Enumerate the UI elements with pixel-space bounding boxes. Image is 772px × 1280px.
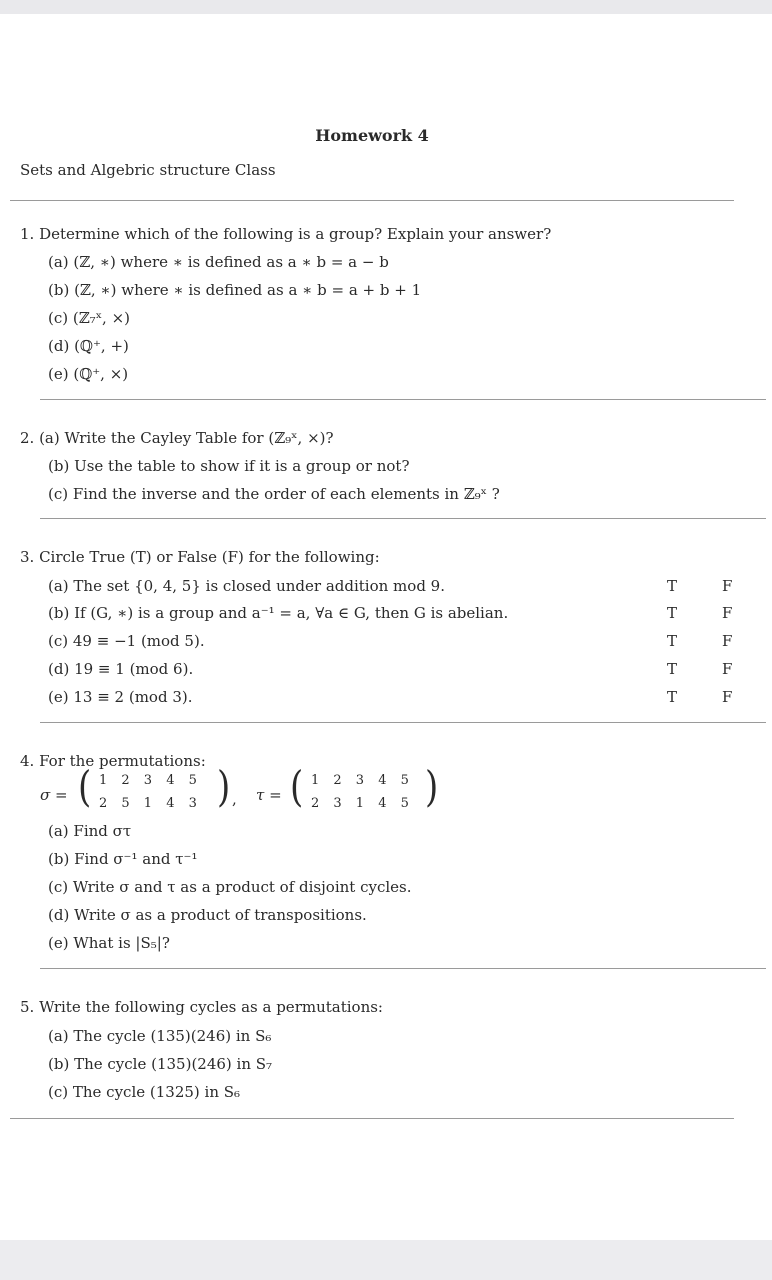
q4-a: (a) Find στ (48, 822, 132, 840)
divider (10, 1118, 734, 1119)
top-bar (0, 0, 772, 14)
false-option-e[interactable]: F (722, 688, 733, 706)
q4-b: (b) Find σ⁻¹ and τ⁻¹ (48, 850, 198, 868)
q4-e: (e) What is |S₅|? (48, 934, 170, 952)
q1-stem: 1. Determine which of the following is a group? Explain your answer? (20, 225, 552, 243)
divider (10, 200, 734, 201)
false-option-d[interactable]: F (722, 660, 733, 678)
divider (40, 399, 766, 400)
course-name: Sets and Algebric structure Class (20, 161, 276, 179)
q1-e: (e) (ℚ⁺, ×) (48, 365, 129, 383)
divider (40, 968, 766, 969)
q3-item-d: (d) 19 ≡ 1 (mod 6). (48, 660, 194, 678)
q3-item-c: (c) 49 ≡ −1 (mod 5). (48, 632, 205, 650)
q5-c: (c) The cycle (1325) in S₆ (48, 1083, 241, 1101)
q3-stem: 3. Circle True (T) or False (F) for the following: (20, 548, 380, 566)
q3-item-a: (a) The set {0, 4, 5} is closed under addition mod 9. (48, 577, 445, 595)
divider (40, 518, 766, 519)
q1-d: (d) (ℚ⁺, +) (48, 337, 129, 355)
tau-right-paren: ) (425, 762, 439, 812)
tau-left-paren: ( (290, 762, 304, 812)
q2-c: (c) Find the inverse and the order of each elements in ℤ₉ˣ ? (48, 485, 500, 503)
bottom-bar (0, 1240, 772, 1280)
tau-label: τ = (256, 786, 282, 804)
comma: , (232, 790, 237, 808)
divider (40, 722, 766, 723)
false-option-c[interactable]: F (722, 632, 733, 650)
true-option-e[interactable]: T (667, 688, 678, 706)
q4-d: (d) Write σ as a product of transpositions. (48, 906, 367, 924)
q4-stem: 4. For the permutations: (20, 752, 206, 770)
sigma-left-paren: ( (78, 762, 92, 812)
true-option-c[interactable]: T (667, 632, 678, 650)
q5-a: (a) The cycle (135)(246) in S₆ (48, 1027, 272, 1045)
tau-top-row: 1 2 3 4 5 (311, 773, 414, 788)
true-option-b[interactable]: T (667, 604, 678, 622)
q5-stem: 5. Write the following cycles as a permutations: (20, 998, 383, 1016)
q3-item-b: (b) If (G, ∗) is a group and a⁻¹ = a, ∀a ∈ G, then G is abelian. (48, 604, 509, 622)
true-option-a[interactable]: T (667, 577, 678, 595)
sigma-right-paren: ) (217, 762, 231, 812)
q2-stem: 2. (a) Write the Cayley Table for (ℤ₉ˣ, ×)? (20, 429, 334, 447)
false-option-b[interactable]: F (722, 604, 733, 622)
true-option-d[interactable]: T (667, 660, 678, 678)
false-option-a[interactable]: F (722, 577, 733, 595)
q1-b: (b) (ℤ, ∗) where ∗ is defined as a ∗ b = a + b + 1 (48, 281, 422, 299)
page-title: Homework 4 (315, 126, 429, 145)
sigma-top-row: 1 2 3 4 5 (99, 773, 202, 788)
q1-c: (c) (ℤ₇ˣ, ×) (48, 309, 131, 327)
q2-b: (b) Use the table to show if it is a group or not? (48, 457, 410, 475)
q5-b: (b) The cycle (135)(246) in S₇ (48, 1055, 273, 1073)
sigma-label: σ = (40, 786, 68, 804)
q4-c: (c) Write σ and τ as a product of disjoint cycles. (48, 878, 412, 896)
q1-a: (a) (ℤ, ∗) where ∗ is defined as a ∗ b = a − b (48, 253, 389, 271)
tau-bottom-row: 2 3 1 4 5 (311, 796, 414, 811)
sigma-bottom-row: 2 5 1 4 3 (99, 796, 202, 811)
q3-item-e: (e) 13 ≡ 2 (mod 3). (48, 688, 193, 706)
